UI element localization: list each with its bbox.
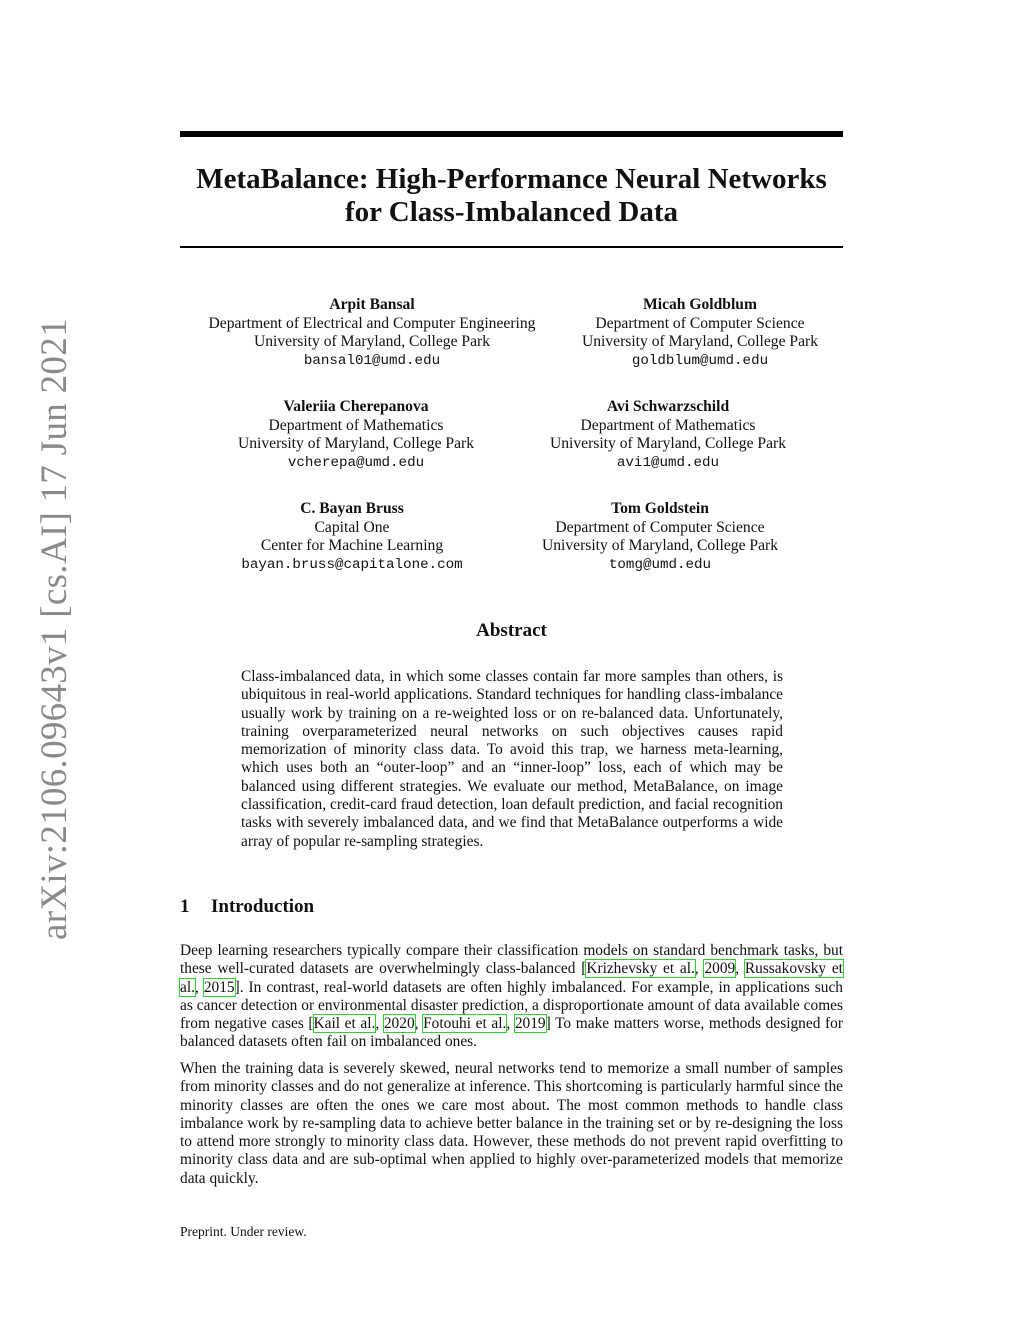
footer-note: Preprint. Under review.: [180, 1224, 307, 1239]
paragraph-text: Deep learning researchers typically compare their classification models on standard benchmark tasks, but these well-curated datasets are overwhelmingly class-balanced [: [180, 942, 843, 978]
citation-link[interactable]: Kail et al.: [313, 1015, 376, 1033]
author-affiliation: Department of Computer Science: [555, 518, 765, 536]
author-block: [206, 398, 506, 472]
arxiv-identifier: arXiv:2106.09643v1 [cs.AI] 17 Jun 2021: [34, 318, 75, 940]
author-affiliation: Department of Electrical and Computer Engineering: [208, 314, 536, 332]
author-affiliation: Department of Computer Science: [595, 314, 805, 332]
author-email[interactable]: vcherepa@umd.edu: [287, 454, 425, 471]
author-affiliation: University of Maryland, College Park: [541, 537, 779, 554]
author-email[interactable]: bayan.bruss@capitalone.com: [241, 556, 463, 573]
author-block: [518, 398, 818, 472]
citation-link[interactable]: Krizhevsky et al.: [586, 960, 695, 978]
author-email[interactable]: bansal01@umd.edu: [303, 352, 441, 369]
citation-link[interactable]: 2019: [514, 1015, 546, 1033]
citation-separator: ,: [694, 960, 705, 978]
citation-link[interactable]: Fotouhi et al.: [423, 1015, 507, 1033]
author-name: Tom Goldstein: [611, 500, 709, 517]
citation-link[interactable]: 2015: [203, 978, 235, 996]
author-affiliation: Center for Machine Learning: [260, 537, 444, 554]
intro-paragraph-1: [180, 942, 843, 1052]
citation-link[interactable]: Russakovsky et al.: [180, 960, 843, 996]
paragraph-text: ] To make matters worse, methods designed for balanced datasets often fail on imbalanced ones.: [180, 1015, 843, 1051]
title-line-2: for Class-Imbalanced Data: [345, 196, 678, 228]
paragraph-text: ]. In contrast, real-world datasets are often highly imbalanced. For example, in applications such as cancer detection or environmental disaster prediction, a disproportionate amount of data available comes from negative cases [: [180, 978, 843, 1033]
author-name: Avi Schwarzschild: [606, 398, 730, 415]
author-affiliation: University of Maryland, College Park: [237, 435, 475, 452]
citation-link[interactable]: 2020: [383, 1015, 415, 1033]
section-number: 1: [180, 896, 190, 917]
citation-separator: ,: [506, 1015, 515, 1033]
author-affiliation: University of Maryland, College Park: [253, 333, 491, 350]
citation-link[interactable]: 2009: [704, 960, 736, 978]
author-email[interactable]: avi1@umd.edu: [616, 454, 720, 471]
abstract-heading: Abstract: [476, 620, 547, 641]
section-heading: [180, 896, 314, 918]
author-name: C. Bayan Bruss: [300, 500, 404, 517]
author-name: Arpit Bansal: [329, 296, 415, 313]
author-email[interactable]: goldblum@umd.edu: [631, 352, 769, 369]
abstract-text: Class-imbalanced data, in which some classes contain far more samples than others, is ubiquitous in real-world applications. Standard techniques for handling class-imbalance usually work by training on a re-weighted loss or on re-balanced data. Unfortunately, training overparameterized neural networks on such objectives causes rapid memorization of minority class data. To avoid this trap, we harness meta-learning, which uses both an “outer-loop” and an “inner-loop” loss, each of which may be balanced using different strategies. We evaluate our method, MetaBalance, on image classification, credit-card fraud detection, loan default prediction, and facial recognition tasks with severely imbalanced data, and we find that MetaBalance outperforms a wide array of popular re-sampling strategies.: [241, 668, 783, 850]
author-email[interactable]: tomg@umd.edu: [608, 556, 712, 573]
author-block: [560, 296, 840, 370]
intro-paragraph-2: When the training data is severely skewed, neural networks tend to memorize a small number of samples from minority classes and do not generalize at inference. This shortcoming is particularly harmful since the minority classes are often the ones we care most about. The most common methods to handle class imbalance work by re-sampling data to achieve better balance in the training set or by re-designing the loss to attend more strongly to minority class data. However, these methods do not prevent rapid overfitting to minority class data and are sub-optimal when applied to highly over-parameterized models that memorize data quickly.: [180, 1060, 843, 1187]
title-rule-bottom: [180, 246, 843, 248]
citation-separator: ,: [414, 1015, 424, 1033]
author-block: [222, 500, 482, 574]
author-block: [190, 296, 554, 370]
author-name: Micah Goldblum: [643, 296, 757, 313]
author-affiliation: University of Maryland, College Park: [549, 435, 787, 452]
paper-title: [180, 163, 843, 229]
author-affiliation: Capital One: [314, 518, 390, 536]
citation-separator: ,: [194, 978, 204, 996]
author-affiliation: Department of Mathematics: [268, 416, 444, 434]
citation-separator: ,: [735, 960, 745, 978]
citation-separator: ,: [375, 1015, 384, 1033]
section-title: Introduction: [211, 896, 315, 917]
author-block: [520, 500, 800, 574]
title-line-1: MetaBalance: High-Performance Neural Networks: [196, 163, 827, 195]
author-affiliation: University of Maryland, College Park: [581, 333, 819, 350]
author-affiliation: Department of Mathematics: [580, 416, 756, 434]
author-name: Valeriia Cherepanova: [283, 398, 429, 415]
title-rule-top: [180, 131, 843, 137]
